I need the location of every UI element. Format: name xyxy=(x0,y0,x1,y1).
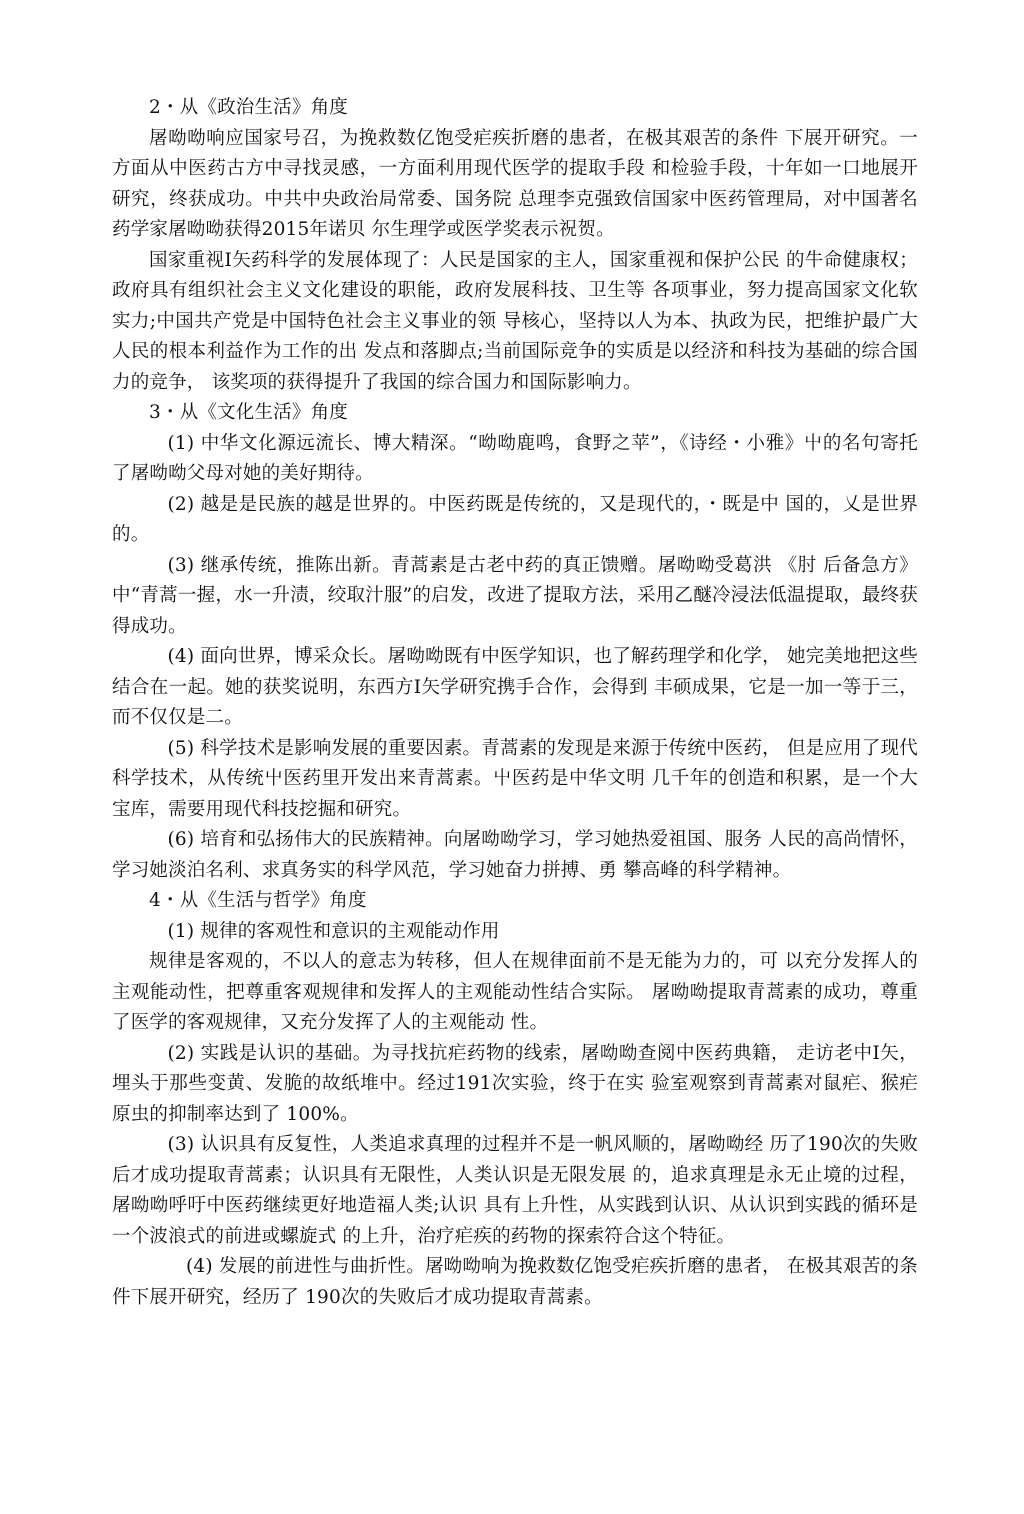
section-3-heading: 3・从《文化生活》角度 xyxy=(149,402,348,423)
section-3-item-4: (4) 面向世界，博采众长。屠呦呦既有中医学知识，也了解药理学和化学， 她完美地把这些结合在一起。她的获奖说明，东西方I矢学研究携手合作，会得到 丰硕成果，它是一加一等于三，而不仅仅是二。 xyxy=(112,646,918,728)
section-3-item-2: (2) 越是是民族的越是世界的。中医药既是传统的，又是现代的，・既是中 国的，乂是世界的。 xyxy=(112,493,918,545)
section-4-item-2: (2) 实践是认识的基础。为寻找抗疟药物的线索，屠呦呦查阅中医药典籍， 走访老中I矢，埋头于那些变黄、发脆的故纸堆中。经过191次实验，终于在实 验室观察到青蒿素对鼠疟、猴疟原虫的抑制率达到了 100%。 xyxy=(112,1042,918,1125)
section-3-item-3: (3) 继承传统，推陈出新。青蒿素是古老中药的真正馈赠。屠呦呦受葛洪 《肘 后备急方》中“青蒿一握，水一升渍，绞取汁服”的启发，改进了提取方法，采用乙醚冷浸法低温提取，最终获得成功。 xyxy=(112,554,918,637)
section-4-item-3: (3) 认识具有反复性，人类追求真理的过程并不是一帆风顺的，屠呦呦经 历了190次的失败后才成功提取青蒿素；认识具有无限性，人类认识是无限发展 的，追求真理是永无止境的过程，屠呦呦呼吁中医药继续更好地造福人类;认识 具有上升性，从实践到认识、从认识到实践的循环是一个波浪式的前进或螺旋式 的上升，治疗疟疾的药物的探索符合这个特征。 xyxy=(112,1134,918,1247)
section-3-item-6: (6) 培育和弘扬伟大的民族精神。向屠呦呦学习，学习她热爱祖国、服务 人民的高尚情怀，学习她淡泊名利、求真务实的科学风范，学习她奋力拼搏、勇 攀高峰的科学精神。 xyxy=(112,829,918,881)
section-4-item-1-title: (1) 规律的客观性和意识的主观能动作用 xyxy=(167,920,500,942)
section-4-heading: 4・从《生活与哲学》角度 xyxy=(149,890,367,911)
section-2-paragraph-2: 国家重视I矢药科学的发展体现了：人民是国家的主人，国家重视和保护公民 的牛命健康权；政府具有组织社会主义文化建设的职能，政府发展科技、卫生等 各项事业，努力提高国家文化软实力;中国共产党是中国特色社会主义事业的领 导核心，坚持以人为本、执政为民，把维护最广大人民的根本利益作为工作的出 发点和落脚点;当前国际竞争的实质是以经济和科技为基础的综合国力的竞争， 该奖项的获得提升了我国的综合国力和国际影响力。 xyxy=(112,249,918,393)
section-4-item-4: (4) 发展的前进性与曲折性。屠呦呦响为挽救数亿饱受疟疾折磨的患者， 在极其艰苦的条件下展开研究，经历了 190次的失败后才成功提取青蒿素。 xyxy=(112,1256,918,1308)
document-page xyxy=(112,93,918,1313)
section-3-item-1: (1) 中华文化源远流长、博大精深。“呦呦鹿鸣，食野之苹”，《诗经・小雅》屮的名句寄托了屠呦呦父母对她的美好期待。 xyxy=(112,432,918,484)
section-3-item-5: (5) 科学技术是影响发展的重要因素。青蒿素的发现是来源于传统中医药， 但是应用了现代科学技术，从传统屮医药里开发出来青蒿素。屮医药是中华文明 几千年的创造和积累，是一个大宝库，需要用现代科技挖掘和研究。 xyxy=(112,737,918,820)
section-2-heading: 2・从《政治生活》角度 xyxy=(149,97,348,118)
section-4-item-1-body: 规律是客观的，不以人的意志为转移，但人在规律面前不是无能为力的，可 以充分发挥人的主观能动性，把尊重客观规律和发挥人的主观能动性结合实际。 屠呦呦提取青蒿素的成功，尊重了医学的客观规律，又充分发挥了人的主观能动 性。 xyxy=(112,951,918,1033)
section-2-paragraph-1: 屠呦呦响应国家号召，为挽救数亿饱受疟疾折磨的患者，在极其艰苦的条件 下展开研究。一方面从中医药古方中寻找灵感，一方面利用现代医学的提取手段 和检验手段，十年如一口地展开研究，终获成功。中共中央政治局常委、国务院 总理李克强致信国家中医药管理局，对中国著名药学家屠呦呦获得2015年诺贝 尔生理学或医学奖表示祝贺。 xyxy=(112,127,918,240)
